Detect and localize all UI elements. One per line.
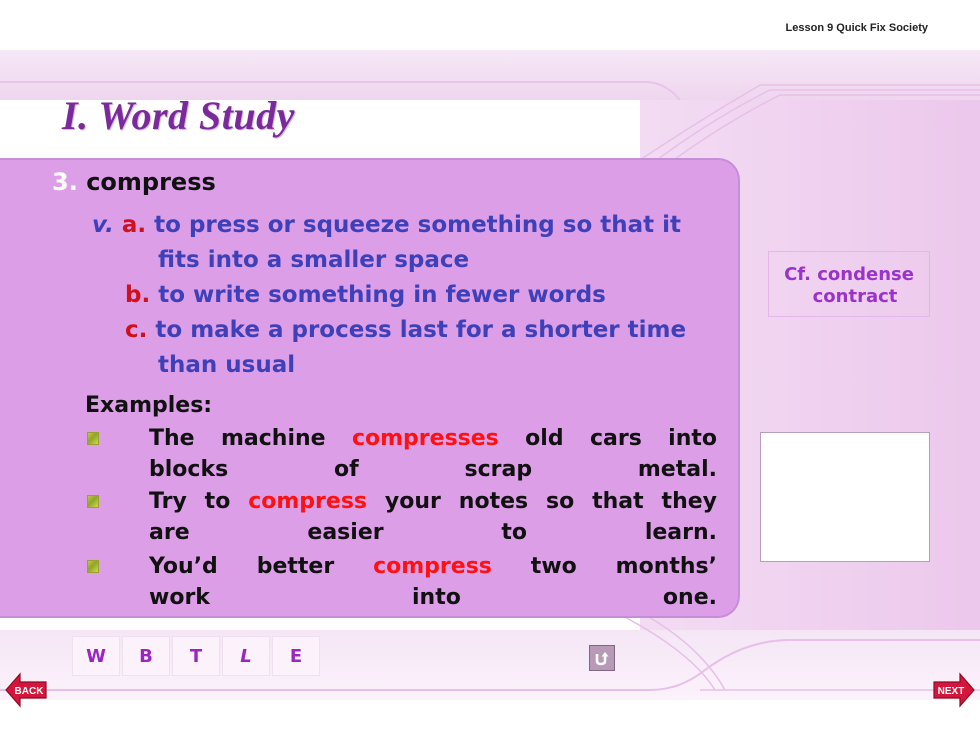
example-text: work into one.: [149, 585, 717, 610]
definition-letter: a.: [121, 212, 147, 238]
cf-word: contract: [812, 286, 898, 307]
tab-l[interactable]: L: [222, 636, 270, 676]
back-label: BACK: [14, 686, 44, 697]
example-highlight: compress: [248, 489, 368, 514]
entry-number: 3.: [52, 168, 78, 196]
bullet-icon: [87, 495, 99, 508]
tab-b[interactable]: B: [122, 636, 170, 676]
section-tabs: [72, 636, 322, 676]
bullet-icon: [87, 560, 99, 573]
definition-letter: b.: [125, 282, 151, 308]
example-2: [149, 486, 717, 548]
cf-label: Cf.: [784, 264, 811, 285]
tab-e[interactable]: E: [272, 636, 320, 676]
page-title: I. Word Study: [62, 93, 295, 138]
blank-panel: [760, 432, 930, 562]
bullet-icon: [87, 432, 99, 445]
example-3: [149, 551, 717, 613]
back-button[interactable]: [4, 670, 48, 710]
definition-text: to press or squeeze something so that it: [154, 212, 682, 238]
return-icon: [593, 649, 611, 667]
definition-text: to write something in fewer words: [158, 282, 606, 308]
example-text: old cars into: [498, 426, 718, 451]
cf-box: [768, 251, 930, 317]
definition-c-cont: than usual: [158, 352, 296, 378]
next-label: NEXT: [937, 686, 965, 697]
example-text: your notes so that they: [367, 489, 717, 514]
definition-b: [125, 278, 606, 313]
definition-a-cont: fits into a smaller space: [158, 247, 470, 273]
example-highlight: compresses: [351, 426, 499, 451]
example-text: The machine: [149, 426, 352, 451]
definition-text: to make a process last for a shorter time: [155, 317, 687, 343]
example-text: two months’: [491, 554, 717, 579]
definition-letter: c.: [125, 317, 148, 343]
examples-label: Examples:: [85, 393, 213, 418]
example-text: are easier to learn.: [149, 520, 717, 545]
word-heading: [52, 168, 216, 196]
entry-word: compress: [86, 168, 216, 196]
example-highlight: compress: [373, 554, 492, 579]
tab-t[interactable]: T: [172, 636, 220, 676]
example-text: Try to: [149, 489, 249, 514]
example-text: blocks of scrap metal.: [149, 457, 717, 482]
lesson-title: Lesson 9 Quick Fix Society: [785, 22, 928, 34]
cf-word: condense: [817, 264, 914, 285]
example-1: [149, 423, 717, 485]
tab-w[interactable]: W: [72, 636, 120, 676]
definition-c: [125, 313, 686, 348]
next-button[interactable]: [932, 670, 976, 710]
part-of-speech: v.: [92, 212, 114, 238]
example-text: You’d better: [149, 554, 374, 579]
definition-a: [92, 208, 681, 243]
return-button[interactable]: [589, 645, 615, 671]
